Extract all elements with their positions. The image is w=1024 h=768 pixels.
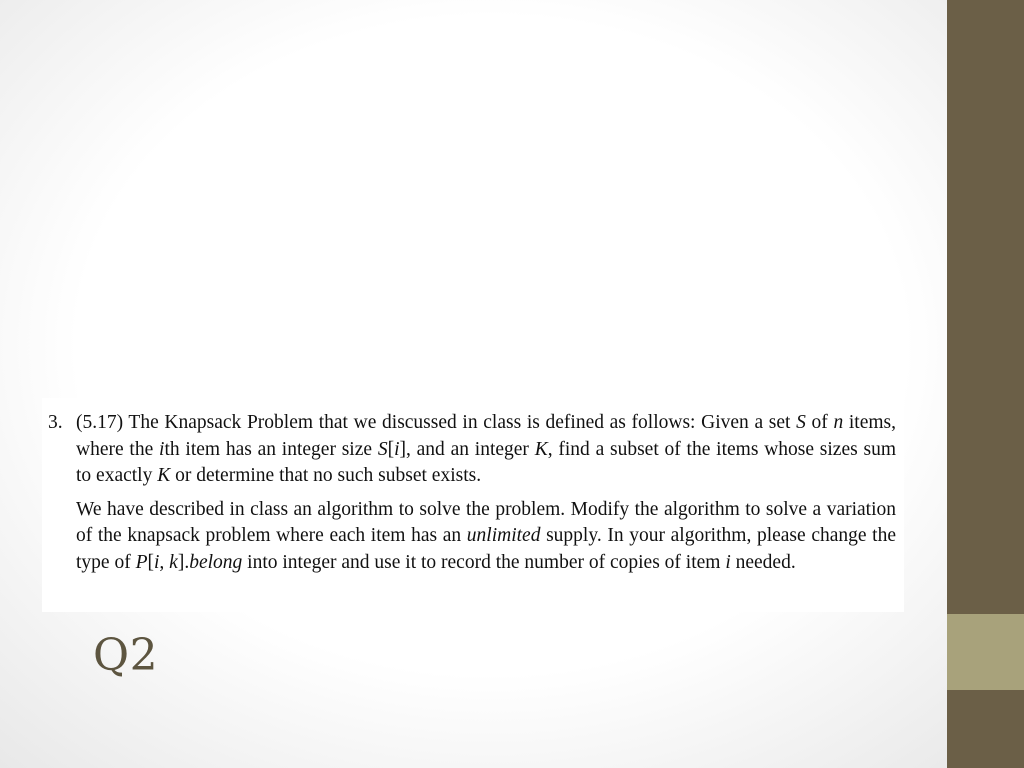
- side-bar-accent: [947, 614, 1024, 690]
- problem-paragraph-2: We have described in class an algorithm to solve the problem. Modify the algorithm to solve a variation of the knapsack problem where each item has an unlimited supply. In your algorithm, please change the type of P[i, k].belong into integer and use it to record the number of copies of item i needed.: [76, 498, 896, 573]
- problem-statement-image: [42, 398, 904, 612]
- problem-body: [76, 410, 896, 576]
- problem-item: [48, 410, 896, 576]
- problem-number: 3.: [48, 412, 63, 433]
- problem-paragraph-1: (5.17) The Knapsack Problem that we discussed in class is defined as follows: Given a set S of n items, where the ith item has an integer size S[i], and an integer K, find a subset of the items whose sizes sum to exactly K or determine that no such subset exists.: [76, 412, 896, 486]
- slide-title: Q2: [93, 630, 159, 681]
